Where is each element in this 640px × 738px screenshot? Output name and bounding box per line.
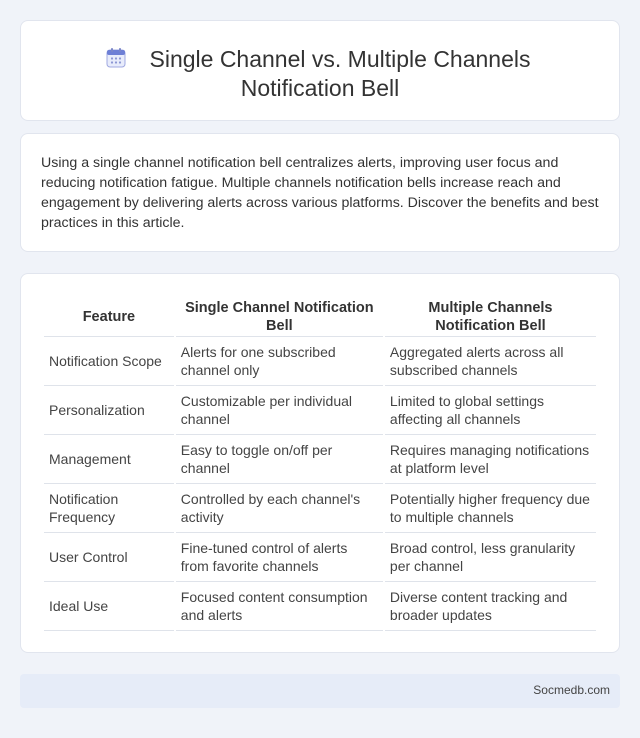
feature-cell: Management — [44, 435, 174, 484]
table-row — [44, 533, 596, 582]
single-channel-cell: Alerts for one subscribed channel only — [176, 337, 383, 386]
multiple-channels-cell: Aggregated alerts across all subscribed channels — [385, 337, 596, 386]
multiple-channels-cell: Limited to global settings affecting all channels — [385, 386, 596, 435]
multiple-channels-cell: Potentially higher frequency due to multiple channels — [385, 484, 596, 533]
table-header-row — [44, 295, 596, 337]
single-channel-cell: Controlled by each channel's activity — [176, 484, 383, 533]
column-header-single-channel: Single Channel Notification Bell — [176, 295, 383, 337]
multiple-channels-cell: Diverse content tracking and broader updates — [385, 582, 596, 631]
intro-paragraph: Using a single channel notification bell centralizes alerts, improving user focus and reducing notification fatigue. Multiple channels notification bells increase reach and engagement by delivering alerts across various platforms. Discover the benefits and best practices in this article. — [41, 155, 599, 231]
footer-bar — [20, 674, 620, 708]
column-header-multiple-channels: Multiple Channels Notification Bell — [385, 295, 596, 337]
multiple-channels-cell: Broad control, less granularity per channel — [385, 533, 596, 582]
table-row — [44, 582, 596, 631]
column-header-feature: Feature — [44, 295, 174, 337]
feature-cell: Notification Scope — [44, 337, 174, 386]
feature-cell: Personalization — [44, 386, 174, 435]
comparison-table-card — [20, 273, 620, 653]
comparison-table — [42, 295, 598, 631]
feature-cell: Ideal Use — [44, 582, 174, 631]
intro-card — [20, 133, 620, 252]
table-row — [44, 337, 596, 386]
page-title — [21, 45, 619, 103]
single-channel-cell: Focused content consumption and alerts — [176, 582, 383, 631]
table-row — [44, 484, 596, 533]
page-title-line-2: Notification Bell — [240, 75, 400, 101]
feature-cell: Notification Frequency — [44, 484, 174, 533]
table-row — [44, 386, 596, 435]
page-title-line-1: Single Channel vs. Multiple Channels — [149, 46, 531, 72]
feature-cell: User Control — [44, 533, 174, 582]
footer-site-link[interactable]: Socmedb.com — [533, 683, 610, 697]
single-channel-cell: Fine-tuned control of alerts from favorite channels — [176, 533, 383, 582]
multiple-channels-cell: Requires managing notifications at platform level — [385, 435, 596, 484]
title-card — [20, 20, 620, 121]
single-channel-cell: Easy to toggle on/off per channel — [176, 435, 383, 484]
table-row — [44, 435, 596, 484]
single-channel-cell: Customizable per individual channel — [176, 386, 383, 435]
